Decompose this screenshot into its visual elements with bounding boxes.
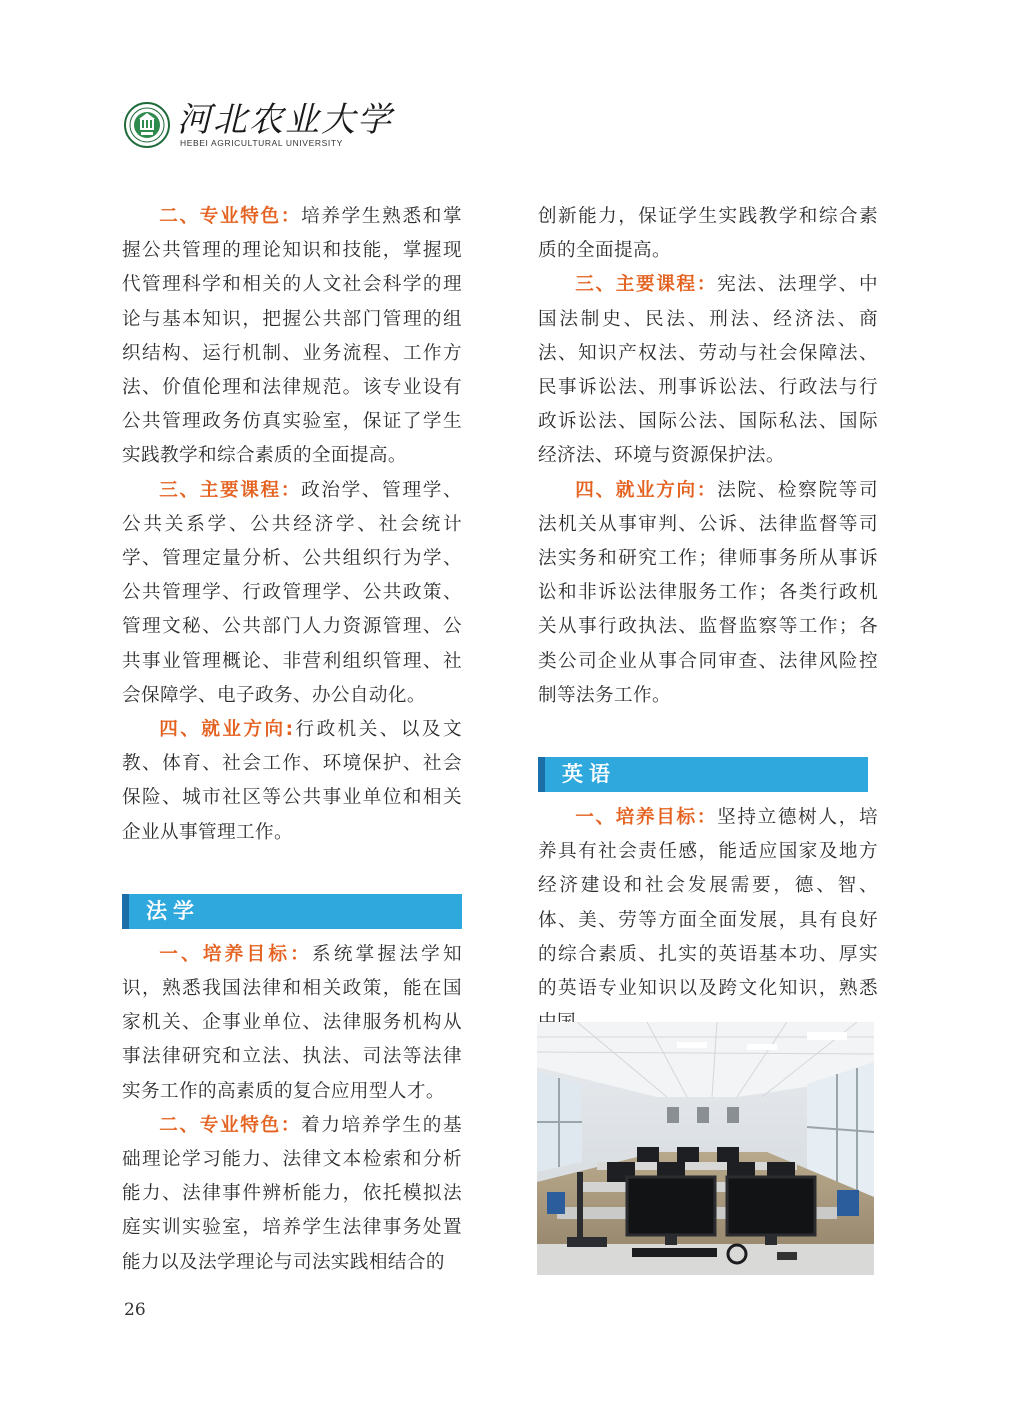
right-column (538, 200, 878, 1040)
section-marker (122, 894, 129, 929)
computer-lab-photo (537, 1022, 874, 1275)
paragraph-career (122, 713, 462, 850)
heading-label: 三、主要课程： (575, 274, 718, 296)
section-marker (538, 757, 545, 792)
heading-label: 四、就业方向: (159, 719, 294, 741)
heading-label: 四、就业方向： (575, 479, 718, 501)
section-title: 法学 (146, 898, 200, 923)
paragraph-text: 宪法、法理学、中国法制史、民法、刑法、经济法、商法、知识产权法、劳动与社会保障法、民事诉讼法、刑事诉讼法、行政法与行政诉讼法、国际公法、国际私法、国际经济法、环境与资源保护法。 (538, 274, 878, 467)
paragraph-courses-law (538, 268, 878, 473)
paragraph-text: 坚持立德树人，培养具有社会责任感，能适应国家及地方经济建设和社会发展需要，德、智、体、美、劳等方面全面发展，具有良好的综合素质、扎实的英语基本功、厚实的英语专业知识以及跨文化知识，熟悉 (538, 807, 878, 1000)
computer-lab-image (537, 1022, 874, 1275)
section-title: 英语 (562, 762, 616, 787)
paragraph-features-law (122, 1109, 462, 1280)
page-number: 26 (124, 1300, 146, 1320)
paragraph-career-law (538, 474, 878, 713)
paragraph-objective-english (538, 801, 878, 1040)
university-seal-icon (124, 102, 170, 148)
heading-label: 二、专业特色： (159, 1114, 302, 1136)
logo-chinese-name: 河北农业大学 (177, 100, 393, 140)
section-header-law (122, 894, 462, 929)
paragraph-text: 系统掌握法学知识，熟悉我国法律和相关政策，能在国家机关、企事业单位、法律服务机构从事法律研究和立法、执法、司法等法律实务工作的高素质的复合应用型人才。 (122, 943, 462, 1102)
heading-label: 三、主要课程： (159, 479, 302, 501)
paragraph-text: 法院、检察院等司法机关从事审判、公诉、法律监督等司法实务和研究工作；律师事务所从事诉讼和非诉讼法律服务工作；各类行政机关从事行政执法、监督监察等工作；各类公司企业从事合同审查、法律风险控制等法务工作。 (538, 479, 878, 706)
paragraph-objective (122, 938, 462, 1109)
paragraph-features (122, 200, 462, 474)
paragraph-text: 政治学、管理学、公共关系学、公共经济学、社会统计学、管理定量分析、公共组织行为学、公共管理学、行政管理学、公共政策、管理文秘、公共部门人力资源管理、公共事业管理概论、非营利组织管理、社会保障学、电子政务、办公自动化。 (122, 479, 462, 706)
paragraph-continued: 创新能力，保证学生实践教学和综合素质的全面提高。 (538, 206, 878, 262)
heading-label: 一、培养目标： (575, 807, 718, 829)
heading-label: 一、培养目标： (159, 943, 312, 965)
heading-label: 二、专业特色： (159, 206, 302, 227)
left-column (122, 200, 462, 1280)
paragraph-text: 着力培养学生的基础理论学习能力、法律文本检索和分析能力、法律事件辨析能力，依托模拟法庭实训实验室，培养学生法律事务处置能力以及法学理论与司法实践相结合的 (122, 1114, 462, 1273)
section-header-english (538, 757, 868, 792)
paragraph-text: 行政机关、以及文教、体育、社会工作、环境保护、社会保险、城市社区等公共事业单位和相关企业从事管理工作。 (122, 719, 462, 843)
paragraph-text: 培养学生熟悉和掌握公共管理的理论知识和技能，掌握现代管理科学和相关的人文社会科学的理论与基本知识，把握公共部门管理的组织结构、运行机制、业务流程、工作方法、价值伦理和法律规范。该专业设有公共管理政务仿真实验室，保证了学生实践教学和综合素质的全面提高。 (122, 206, 462, 467)
paragraph-courses (122, 474, 462, 713)
logo-english-name: HEBEI AGRICULTURAL UNIVERSITY (180, 138, 343, 148)
